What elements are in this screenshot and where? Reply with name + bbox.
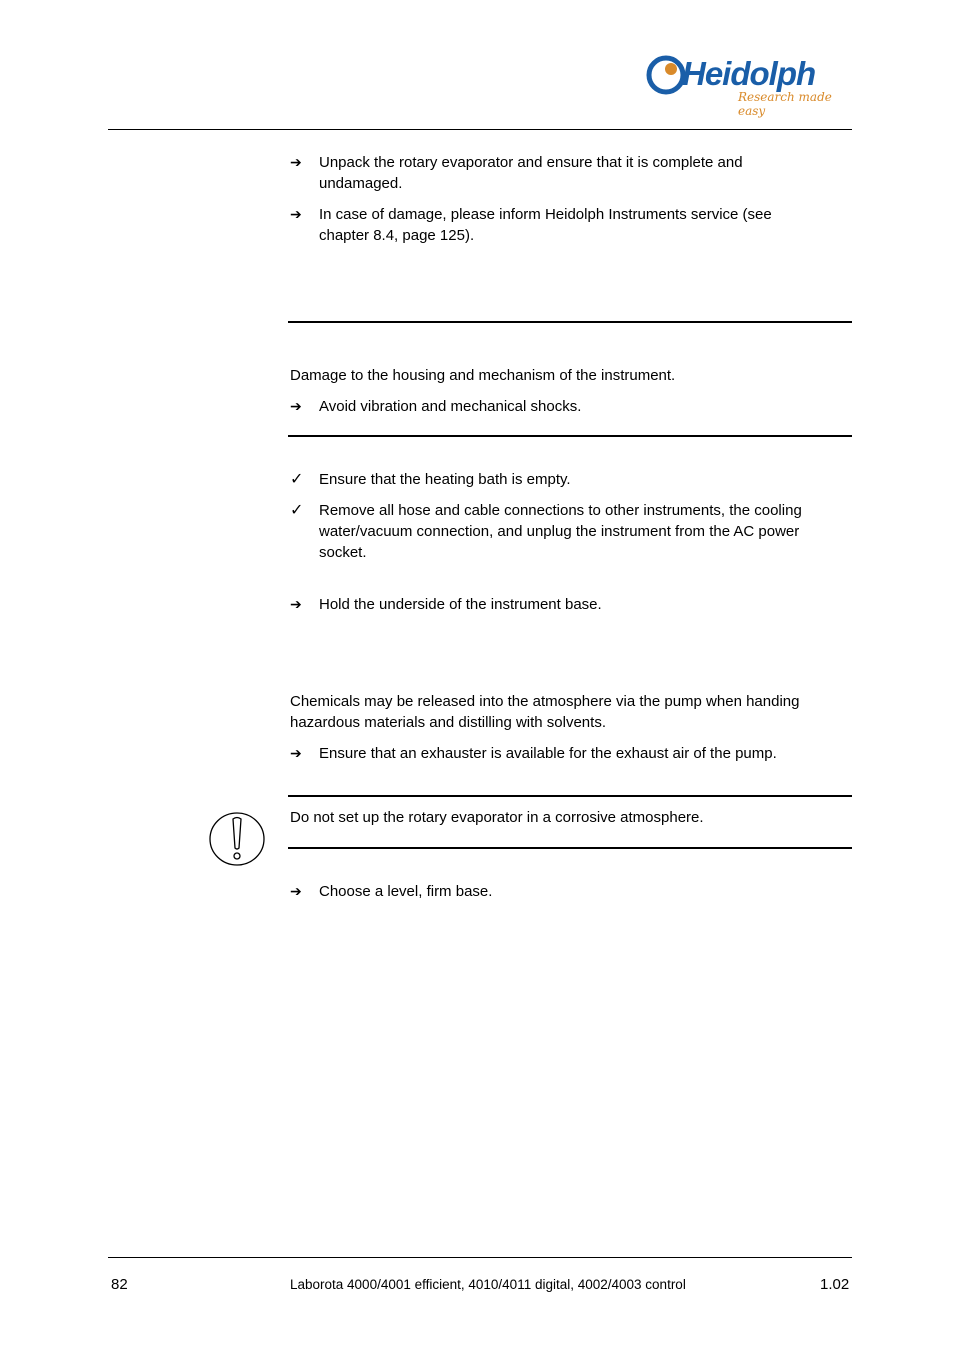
setup-action <box>290 881 850 902</box>
unpack-item-text: Unpack the rotary evaporator and ensure that it is complete and undamaged. <box>319 154 743 192</box>
notice-bottom-rule <box>288 847 852 849</box>
caution-top-rule <box>288 321 852 323</box>
check-item-text: Remove all hose and cable connections to other instruments, the cooling water/vacuum connection, and unplug the instrument from the AC power socket. <box>319 502 802 561</box>
chemicals-text: Chemicals may be released into the atmosphere via the pump when handing hazardous materials and distilling with solvents. <box>290 693 800 731</box>
arrow-right-icon: ➔ <box>290 154 302 170</box>
transport-action-text: Hold the underside of the instrument base. <box>319 596 602 613</box>
check-icon: ✓ <box>290 502 304 519</box>
caution-action-text: Avoid vibration and mechanical shocks. <box>319 398 582 415</box>
page-number: 82 <box>111 1276 128 1293</box>
caution-action <box>290 396 850 417</box>
exclamation-icon <box>208 810 268 868</box>
notice-text: Do not set up the rotary evaporator in a corrosive atmosphere. <box>290 809 704 826</box>
chemicals-action <box>290 743 850 764</box>
arrow-right-icon: ➔ <box>290 206 302 222</box>
footer-title: Laborota 4000/4001 efficient, 4010/4011 digital, 4002/4003 control <box>290 1277 686 1292</box>
check-item-1 <box>290 469 850 490</box>
header-rule <box>108 129 852 130</box>
arrow-right-icon: ➔ <box>290 883 302 899</box>
check-icon: ✓ <box>290 471 304 488</box>
footer-rule <box>108 1257 852 1258</box>
check-item-text: Ensure that the heating bath is empty. <box>319 471 571 488</box>
transport-action <box>290 594 850 615</box>
caution-text: Damage to the housing and mechanism of the instrument. <box>290 367 676 384</box>
unpack-item-1 <box>290 152 850 194</box>
notice-top-rule <box>288 795 852 797</box>
arrow-right-icon: ➔ <box>290 596 302 612</box>
footer-version: 1.02 <box>820 1276 850 1293</box>
logo-tagline: Research made easy <box>738 90 832 118</box>
check-item-2 <box>290 500 850 563</box>
chemicals-action-text: Ensure that an exhauster is available for the exhaust air of the pump. <box>319 745 777 762</box>
logo-text: Heidolph <box>682 55 816 92</box>
brand-logo <box>644 52 856 118</box>
unpack-item-text: In case of damage, please inform Heidolph Instruments service (see chapter 8.4, page 125). <box>319 206 772 244</box>
arrow-right-icon: ➔ <box>290 745 302 761</box>
setup-action-text: Choose a level, firm base. <box>319 883 493 900</box>
unpack-item-2 <box>290 204 850 246</box>
arrow-right-icon: ➔ <box>290 398 302 414</box>
caution-bottom-rule <box>288 435 852 437</box>
logo-circle-icon <box>646 54 686 96</box>
